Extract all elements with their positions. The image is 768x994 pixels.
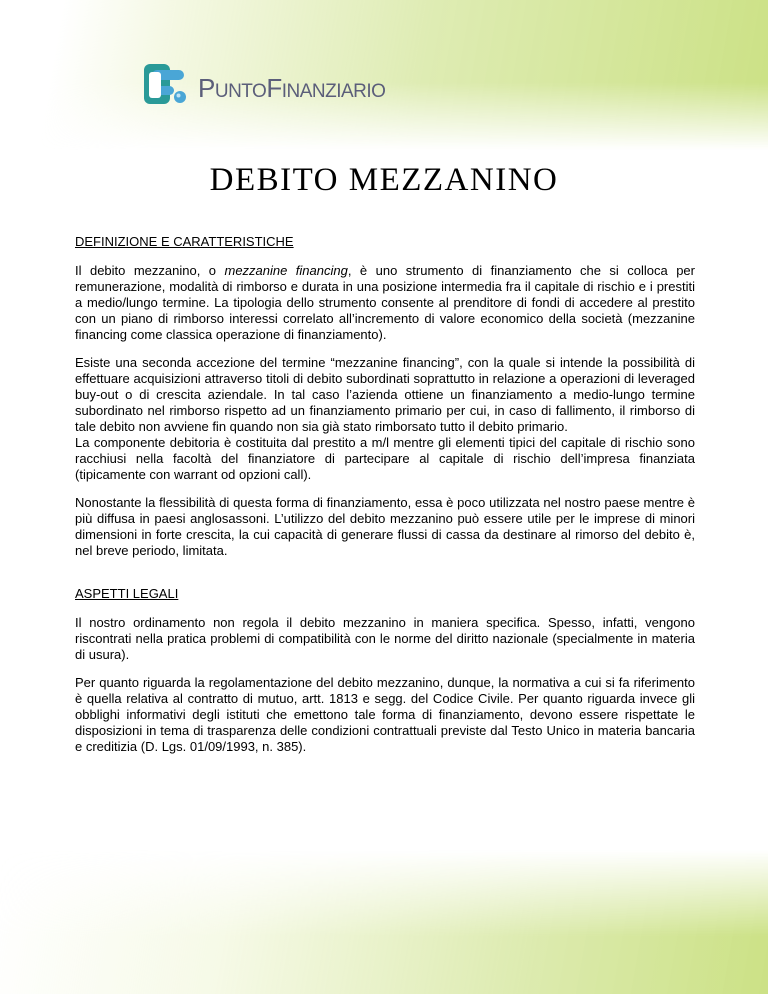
section-heading-definizione: DEFINIZIONE E CARATTERISTICHE	[75, 234, 294, 249]
brand-logo	[142, 60, 385, 108]
paragraph: Il debito mezzanino, o mezzanine financing, è uno strumento di finanziamento che si colloca per remunerazione, modalità di rimborso e durata in una posizione intermedia fra il capitale di rischio e i prestiti a medio/lungo termine. La tipologia dello strumento consente al prenditore di fondi di accedere al prestito con un piano di rimborso interessi correlato all’incremento di valore economico della società (mezzanine financing come classica operazione di finanziamento).	[75, 263, 695, 342]
paragraph: Per quanto riguarda la regolamentazione del debito mezzanino, dunque, la normativa a cui si fa riferimento è quella relativa al contratto di mutuo, artt. 1813 e segg. del Codice Civile. Per quanto riguarda invece gli obblighi informativi degli istituti che emettono tale forma di finanziamento, devono essere rispettate le disposizioni in tema di trasparenza delle condizioni contrattuali previste dal Testo Unico in materia bancaria e creditizia (D. Lgs. 01/09/1993, n. 385).	[75, 675, 695, 754]
paragraph: Il nostro ordinamento non regola il debito mezzanino in maniera specifica. Spesso, infatti, vengono riscontrati nella pratica problemi di compatibilità con le norme del diritto nazionale (specialmente in materia di usura).	[75, 615, 695, 662]
section-spacer	[75, 571, 695, 586]
italic-term: mezzanine financing	[224, 263, 348, 278]
section-heading-aspetti-legali: ASPETTI LEGALI	[75, 586, 179, 601]
brand-name: PUNTOFINANZIARIO	[198, 72, 386, 103]
paragraph: Esiste una seconda accezione del termine “mezzanine financing”, con la quale si intende la possibilità di effettuare acquisizioni attraverso titoli di debito subordinati soprattutto in relazione a operazioni di leveraged buy-out o di crescita aziendale. In tal caso l’azienda ottiene un finanziamento a medio-lungo termine subordinato nel rimborso rispetto ad un finanziamento primario per cui, in caso di fallimento, il rimborso di tale debito non avviene fin quando non sia già stato rimborsato tutto il debito primario.	[75, 355, 695, 434]
document-body	[75, 234, 695, 767]
page-title: DEBITO MEZZANINO	[209, 162, 559, 198]
logo-mark-icon	[142, 60, 190, 108]
paragraph: Nonostante la flessibilità di questa forma di finanziamento, essa è poco utilizzata nel nostro paese mentre è più diffusa in paesi anglosassoni. L’utilizzo del debito mezzanino può essere utile per le imprese di minori dimensioni in forte crescita, la cui capacità di generare flussi di cassa da destinare al rimorso del debito è, nel breve periodo, limitata.	[75, 495, 695, 558]
footer-background	[0, 850, 768, 994]
paragraph: La componente debitoria è costituita dal prestito a m/l mentre gli elementi tipici del capitale di rischio sono racchiusi nella facoltà del finanziatore di partecipare al capitale di rischio dell’impresa finanziata (tipicamente con warrant od opzioni call).	[75, 435, 695, 482]
